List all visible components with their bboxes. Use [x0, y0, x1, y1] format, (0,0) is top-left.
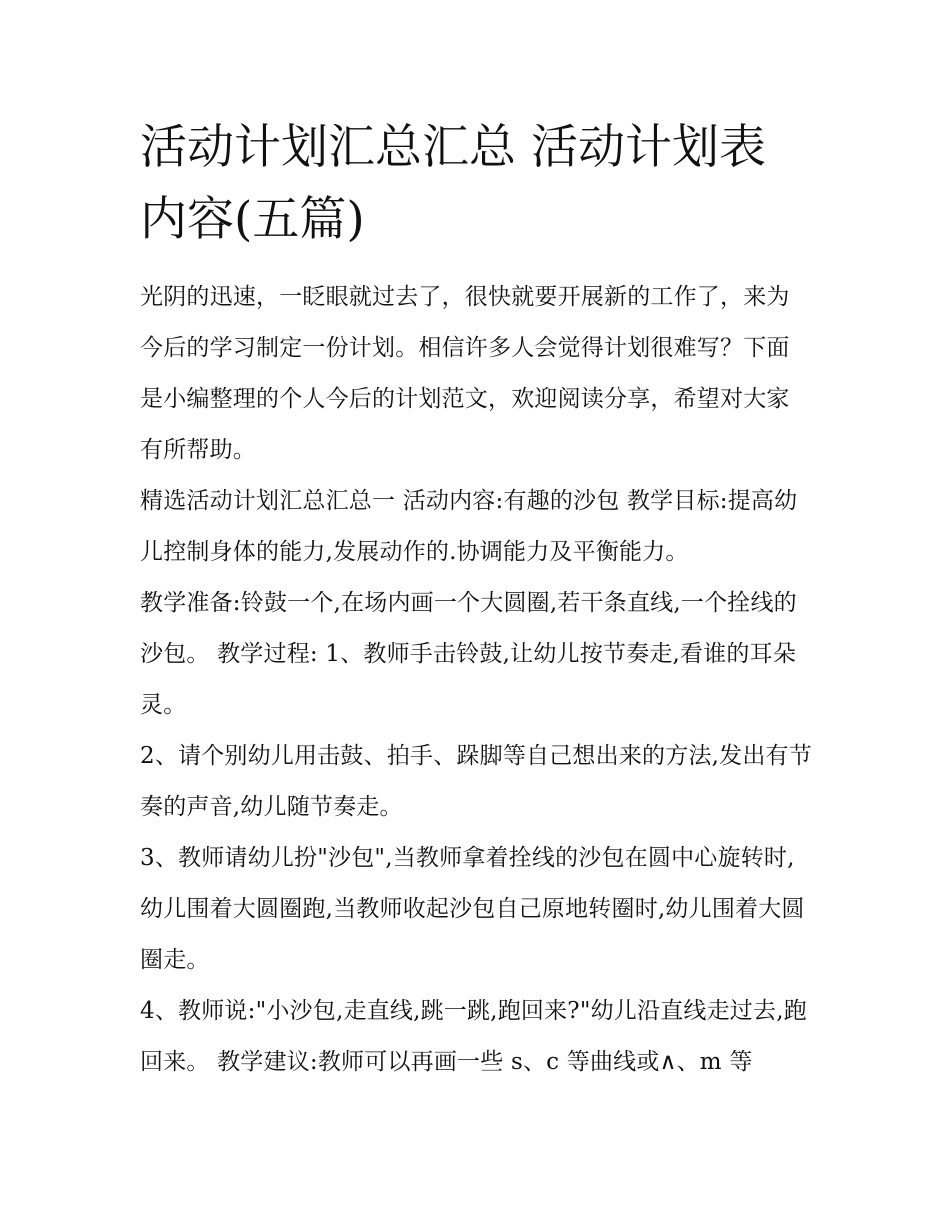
paragraph-intro: 光阴的迅速，一眨眼就过去了，很快就要开展新的工作了，来为今后的学习制定一份计划。相信许多人会觉得计划很难写？下面是小编整理的个人今后的计划范文，欢迎阅读分享，希望对大家有所帮助。: [140, 284, 790, 463]
paragraph-plan-one: 精选活动计划汇总汇总一 活动内容:有趣的沙包 教学目标:提高幼儿控制身体的能力,发展动作的.协调能力及平衡能力。: [140, 488, 798, 565]
paragraph-step-4: 4、教师说:"小沙包,走直线,跳一跳,跑回来?"幼儿沿直线走过去,跑回来。 教学建议:教师可以再画一些 s、c 等曲线或∧、m 等: [140, 998, 807, 1075]
paragraph-step-3: 3、教师请幼儿扮"沙包",当教师拿着拴线的沙包在圆中心旋转时,幼儿围着大圆圈跑,当教师收起沙包自己原地转圈时,幼儿围着大圆圈走。: [140, 845, 805, 973]
document-body: [140, 112, 812, 1088]
paragraph-preparation: 教学准备:铃鼓一个,在场内画一个大圆圈,若干条直线,一个拴线的沙包。 教学过程: 1、教师手击铃鼓,让幼儿按节奏走,看谁的耳朵灵。: [140, 590, 797, 718]
document-title: 活动计划汇总汇总 活动计划表内容(五篇): [140, 120, 766, 247]
paragraph-step-2: 2、请个别幼儿用击鼓、拍手、跺脚等自己想出来的方法,发出有节奏的声音,幼儿随节奏走。: [140, 743, 812, 820]
